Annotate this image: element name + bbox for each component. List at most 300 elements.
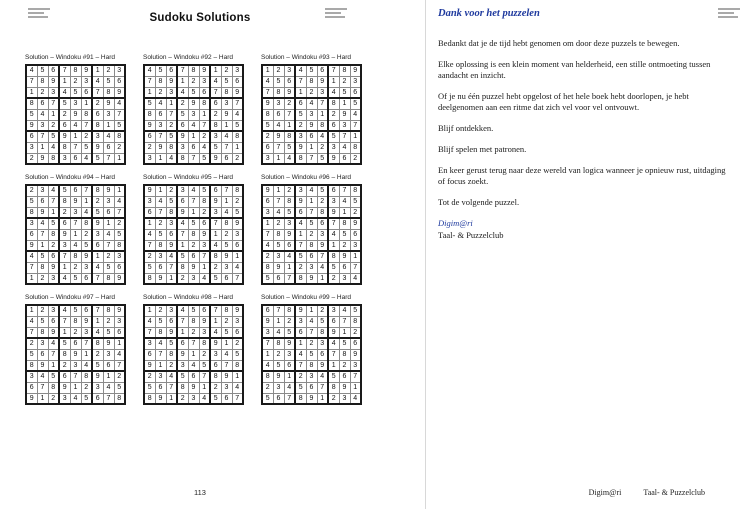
sudoku-cell: 3 [295,185,306,196]
sudoku-cell: 7 [317,98,328,109]
sudoku-cell: 8 [232,360,243,371]
sudoku-row [26,142,125,153]
sudoku-cell: 1 [232,371,243,382]
sudoku-cell: 5 [48,131,59,142]
sudoku-cell: 4 [273,207,284,218]
sudoku-cell: 7 [48,349,59,360]
sudoku-cell: 3 [59,240,70,251]
sudoku-row [144,382,243,393]
sudoku-cell: 1 [221,338,232,349]
sudoku-cell: 9 [262,98,273,109]
sudoku-cell: 1 [177,76,188,87]
sudoku-cell: 5 [317,153,328,164]
sudoku-cell: 5 [144,98,155,109]
sudoku-cell: 1 [81,349,92,360]
sudoku-cell: 2 [295,371,306,382]
sudoku-row [26,393,125,404]
sudoku-cell: 5 [199,360,210,371]
sudoku-cell: 3 [328,196,339,207]
sudoku-cell: 8 [37,327,48,338]
sudoku-cell: 3 [199,240,210,251]
sudoku-row [26,76,125,87]
sudoku-cell: 5 [114,120,125,131]
sudoku-cell: 1 [59,76,70,87]
sudoku-cell: 2 [221,65,232,76]
sudoku-cell: 6 [273,273,284,284]
sudoku-cell: 1 [37,240,48,251]
sudoku-cell: 6 [114,76,125,87]
sudoku-cell: 4 [92,262,103,273]
sudoku-cell: 1 [188,349,199,360]
sudoku-cell: 5 [232,207,243,218]
sudoku-cell: 7 [103,393,114,404]
sudoku-cell: 8 [70,316,81,327]
sudoku-cell: 2 [350,153,361,164]
sudoku-cell: 5 [221,327,232,338]
sudoku-cell: 2 [221,229,232,240]
sudoku-cell: 3 [166,218,177,229]
sudoku-cell: 8 [188,229,199,240]
sudoku-cell: 1 [48,207,59,218]
sudoku-cell: 7 [177,65,188,76]
sudoku-cell: 7 [284,273,295,284]
sudoku-cell: 7 [37,131,48,142]
sudoku-cell: 1 [188,207,199,218]
sudoku-cell: 9 [317,360,328,371]
sudoku-cell: 5 [306,65,317,76]
sudoku-row [144,153,243,164]
sudoku-row [262,153,361,164]
sudoku-cell: 5 [48,371,59,382]
sudoku-cell: 1 [317,273,328,284]
sudoku-cell: 3 [103,109,114,120]
sudoku-cell: 9 [262,316,273,327]
sudoku-cell: 3 [262,327,273,338]
sudoku-cell: 8 [155,240,166,251]
sudoku-cell: 9 [339,251,350,262]
sudoku-cell: 4 [232,262,243,273]
sudoku-cell: 2 [210,262,221,273]
sudoku-cell: 4 [70,240,81,251]
sudoku-cell: 8 [295,393,306,404]
sudoku-row [262,229,361,240]
sudoku-cell: 3 [37,185,48,196]
sudoku-cell: 9 [284,229,295,240]
sudoku-cell: 8 [188,316,199,327]
sudoku-cell: 1 [92,251,103,262]
grid-caption: Solution – Windoku #94 – Hard [25,174,115,181]
sudoku-cell: 8 [37,262,48,273]
sudoku-cell: 6 [273,393,284,404]
sudoku-cell: 7 [59,316,70,327]
sudoku-cell: 2 [188,76,199,87]
sudoku-cell: 7 [306,207,317,218]
sudoku-row [262,262,361,273]
sudoku-cell: 9 [103,338,114,349]
sudoku-cell: 6 [350,229,361,240]
sudoku-cell: 7 [166,109,177,120]
sudoku-cell: 4 [81,360,92,371]
sudoku-row [26,349,125,360]
sudoku-cell: 1 [328,240,339,251]
sudoku-cell: 1 [339,327,350,338]
sudoku-cell: 7 [114,207,125,218]
sudoku-cell: 8 [350,142,361,153]
sudoku-cell: 2 [59,207,70,218]
sudoku-cell: 6 [48,251,59,262]
sudoku-cell: 7 [199,120,210,131]
sudoku-grid [261,184,362,285]
sudoku-row [144,327,243,338]
sudoku-row [26,65,125,76]
sudoku-cell: 8 [221,87,232,98]
sudoku-cell: 3 [59,393,70,404]
sudoku-cell: 7 [166,262,177,273]
sudoku-cell: 6 [273,109,284,120]
sudoku-cell: 3 [221,262,232,273]
sudoku-cell: 6 [166,65,177,76]
sudoku-cell: 5 [188,218,199,229]
sudoku-cell: 6 [295,98,306,109]
sudoku-cell: 7 [144,240,155,251]
sudoku-row [26,229,125,240]
sudoku-cell: 6 [295,207,306,218]
sudoku-cell: 3 [295,131,306,142]
sudoku-cell: 3 [232,229,243,240]
sudoku-row [26,109,125,120]
sudoku-cell: 1 [232,142,243,153]
sudoku-cell: 6 [70,185,81,196]
sudoku-cell: 6 [295,327,306,338]
grid-caption: Solution – Windoku #91 – Hard [25,54,115,61]
sudoku-cell: 8 [273,338,284,349]
sudoku-cell: 1 [48,109,59,120]
sudoku-cell: 4 [188,185,199,196]
sudoku-cell: 5 [103,262,114,273]
sudoku-cell: 1 [350,131,361,142]
sudoku-cell: 9 [114,87,125,98]
sudoku-cell: 3 [306,109,317,120]
sudoku-cell: 4 [328,338,339,349]
sudoku-cell: 1 [306,196,317,207]
sudoku-cell: 8 [339,218,350,229]
sudoku-cell: 5 [103,76,114,87]
sudoku-cell: 6 [199,305,210,316]
sudoku-cell: 5 [350,98,361,109]
sudoku-cell: 7 [306,153,317,164]
sudoku-row [144,338,243,349]
sudoku-cell: 9 [306,120,317,131]
sudoku-cell: 4 [177,305,188,316]
sudoku-cell: 5 [177,251,188,262]
sudoku-cell: 8 [59,142,70,153]
thanks-heading: Dank voor het puzzelen [438,8,540,19]
sudoku-cell: 2 [232,338,243,349]
sudoku-cell: 7 [350,262,361,273]
sudoku-cell: 5 [59,338,70,349]
sudoku-cell: 6 [339,262,350,273]
sudoku-cell: 4 [144,229,155,240]
sudoku-row [262,327,361,338]
sudoku-cell: 9 [48,262,59,273]
sudoku-cell: 9 [103,185,114,196]
sudoku-cell: 3 [37,338,48,349]
sudoku-row [26,382,125,393]
sudoku-cell: 7 [70,142,81,153]
sudoku-cell: 4 [144,316,155,327]
sudoku-cell: 4 [328,229,339,240]
solution-grid-block [25,294,136,405]
thanks-page [425,0,750,509]
sudoku-cell: 6 [155,109,166,120]
sudoku-cell: 6 [70,338,81,349]
sudoku-cell: 2 [210,382,221,393]
sudoku-cell: 5 [350,196,361,207]
sudoku-cell: 7 [350,371,361,382]
sudoku-row [262,316,361,327]
sudoku-cell: 4 [232,382,243,393]
sudoku-cell: 6 [210,360,221,371]
sudoku-cell: 4 [26,251,37,262]
sudoku-cell: 9 [155,273,166,284]
thanks-paragraph: Of je nu één puzzel hebt opgelost of het hele boek hebt doorlopen, je hebt deelgenomen aan een ritme dat zich vel voor vel ontvouwt. [438,91,689,113]
sudoku-row [262,142,361,153]
sudoku-cell: 3 [155,251,166,262]
sudoku-cell: 1 [70,382,81,393]
sudoku-cell: 4 [306,98,317,109]
sudoku-cell: 6 [221,273,232,284]
sudoku-cell: 9 [221,251,232,262]
footer-club: Taal- & Puzzelclub [643,488,705,497]
sudoku-cell: 4 [199,142,210,153]
sudoku-cell: 5 [81,240,92,251]
sudoku-cell: 6 [199,218,210,229]
sudoku-cell: 4 [339,196,350,207]
sudoku-cell: 8 [339,349,350,360]
sudoku-cell: 1 [114,153,125,164]
sudoku-row [144,109,243,120]
sudoku-cell: 1 [166,393,177,404]
sudoku-cell: 7 [221,185,232,196]
sudoku-cell: 4 [155,196,166,207]
sudoku-cell: 4 [221,207,232,218]
sudoku-row [262,273,361,284]
sudoku-cell: 2 [166,120,177,131]
sudoku-cell: 9 [48,76,59,87]
sudoku-cell: 5 [284,207,295,218]
sudoku-row [144,229,243,240]
sudoku-cell: 7 [339,131,350,142]
sudoku-row [144,251,243,262]
sudoku-cell: 7 [59,65,70,76]
sudoku-cell: 1 [273,153,284,164]
sudoku-cell: 7 [92,305,103,316]
sudoku-cell: 6 [59,371,70,382]
sudoku-cell: 2 [284,185,295,196]
sudoku-cell: 6 [81,273,92,284]
sudoku-cell: 9 [59,131,70,142]
sudoku-cell: 9 [210,153,221,164]
sudoku-row [144,120,243,131]
sudoku-cell: 3 [273,251,284,262]
sudoku-cell: 1 [317,109,328,120]
sudoku-cell: 4 [70,120,81,131]
sudoku-cell: 4 [70,393,81,404]
sudoku-row [262,240,361,251]
solutions-grid-area [25,54,372,405]
sudoku-cell: 6 [70,153,81,164]
sudoku-row [262,207,361,218]
sudoku-cell: 8 [262,371,273,382]
sudoku-cell: 5 [81,142,92,153]
sudoku-cell: 9 [144,360,155,371]
sudoku-cell: 1 [26,305,37,316]
footer-brand: Digim@ri [588,488,622,497]
sudoku-cell: 9 [70,196,81,207]
sudoku-cell: 7 [155,349,166,360]
sudoku-cell: 1 [199,382,210,393]
sudoku-cell: 8 [284,305,295,316]
sudoku-row [26,120,125,131]
sudoku-cell: 7 [144,76,155,87]
sudoku-cell: 8 [26,360,37,371]
sudoku-cell: 4 [306,185,317,196]
sudoku-cell: 9 [59,382,70,393]
sudoku-cell: 3 [81,262,92,273]
sudoku-cell: 3 [155,120,166,131]
sudoku-cell: 3 [114,65,125,76]
sudoku-row [26,131,125,142]
sudoku-row [262,109,361,120]
sudoku-cell: 2 [144,371,155,382]
sudoku-cell: 9 [273,131,284,142]
sudoku-cell: 3 [70,98,81,109]
sudoku-cell: 9 [221,109,232,120]
sudoku-cell: 2 [328,273,339,284]
sudoku-cell: 9 [103,98,114,109]
sudoku-cell: 5 [273,240,284,251]
sudoku-cell: 9 [48,327,59,338]
sudoku-cell: 9 [199,229,210,240]
sudoku-cell: 3 [48,87,59,98]
sudoku-cell: 8 [284,131,295,142]
sudoku-cell: 2 [177,98,188,109]
sudoku-cell: 1 [70,229,81,240]
sudoku-cell: 6 [103,207,114,218]
sudoku-cell: 5 [155,316,166,327]
sudoku-cell: 9 [328,207,339,218]
sudoku-row [26,371,125,382]
sudoku-cell: 1 [284,120,295,131]
sudoku-cell: 8 [350,316,361,327]
sudoku-cell: 7 [210,87,221,98]
sudoku-cell: 9 [155,142,166,153]
sudoku-row [262,98,361,109]
sudoku-cell: 1 [155,153,166,164]
sudoku-cell: 1 [210,316,221,327]
sudoku-cell: 9 [81,251,92,262]
page-footer [589,488,705,497]
sudoku-cell: 8 [103,273,114,284]
thanks-paragraph: En keer gerust terug naar deze wereld van logica wanneer je opnieuw rust, uitdaging of focus zoekt. [438,165,726,187]
sudoku-cell: 6 [328,185,339,196]
sudoku-cell: 1 [155,360,166,371]
sudoku-cell: 9 [317,76,328,87]
sudoku-cell: 1 [103,218,114,229]
sudoku-cell: 4 [92,327,103,338]
sudoku-cell: 8 [273,229,284,240]
sudoku-cell: 2 [92,349,103,360]
sudoku-cell: 7 [328,349,339,360]
sudoku-cell: 5 [328,371,339,382]
sudoku-cell: 7 [92,273,103,284]
sudoku-row [262,338,361,349]
sudoku-cell: 4 [262,76,273,87]
sudoku-cell: 7 [295,76,306,87]
sudoku-row [144,262,243,273]
sudoku-cell: 3 [210,349,221,360]
sudoku-row [144,185,243,196]
sudoku-cell: 4 [210,76,221,87]
sudoku-cell: 9 [59,229,70,240]
sudoku-row [144,273,243,284]
sudoku-cell: 2 [284,98,295,109]
sudoku-cell: 1 [188,131,199,142]
sudoku-cell: 3 [114,316,125,327]
sudoku-cell: 3 [284,349,295,360]
sudoku-cell: 6 [26,382,37,393]
thanks-body [438,38,734,240]
sudoku-row [26,218,125,229]
sudoku-cell: 7 [284,393,295,404]
sudoku-cell: 4 [59,87,70,98]
sudoku-row [144,371,243,382]
sudoku-cell: 1 [144,305,155,316]
sudoku-cell: 6 [144,131,155,142]
sudoku-cell: 5 [295,109,306,120]
sudoku-cell: 2 [37,273,48,284]
sudoku-cell: 4 [273,120,284,131]
sudoku-cell: 4 [37,109,48,120]
sudoku-cell: 7 [155,131,166,142]
sudoku-cell: 8 [155,327,166,338]
sudoku-cell: 9 [339,109,350,120]
sudoku-row [144,305,243,316]
sudoku-cell: 6 [262,196,273,207]
sudoku-cell: 5 [155,65,166,76]
sudoku-cell: 5 [210,393,221,404]
sudoku-cell: 4 [48,338,59,349]
sudoku-cell: 6 [306,251,317,262]
sudoku-cell: 2 [81,131,92,142]
sudoku-cell: 3 [339,273,350,284]
sudoku-cell: 6 [37,196,48,207]
sudoku-cell: 9 [295,305,306,316]
sudoku-cell: 6 [144,207,155,218]
sudoku-cell: 7 [232,393,243,404]
sudoku-cell: 4 [328,87,339,98]
sudoku-cell: 1 [350,382,361,393]
sudoku-cell: 3 [295,316,306,327]
sudoku-cell: 6 [155,262,166,273]
sudoku-cell: 7 [188,196,199,207]
signature-club: Taal- & Puzzelclub [438,230,504,241]
sudoku-cell: 6 [188,371,199,382]
sudoku-cell: 7 [37,382,48,393]
sudoku-row [26,316,125,327]
sudoku-cell: 1 [166,273,177,284]
solution-grid-block [25,54,136,165]
